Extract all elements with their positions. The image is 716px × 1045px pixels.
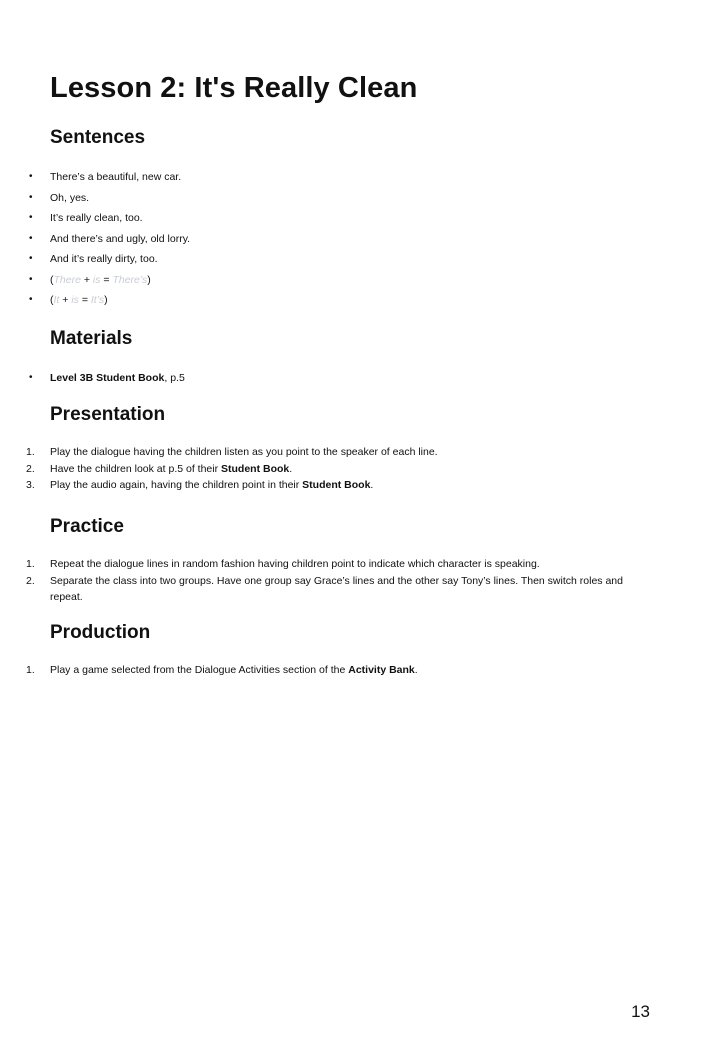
- item-number: 1.: [26, 446, 35, 458]
- list-item: • It’s really clean, too.: [0, 208, 630, 229]
- list-item: [0, 444, 630, 461]
- equals-sign: =: [100, 273, 113, 286]
- plus-sign: +: [80, 273, 93, 286]
- item-text: .: [289, 462, 293, 475]
- item-text: Separate the class into two groups. Have one group say Grace’s lines and the other say Tony’s lines. Then switch roles and repeat.: [50, 574, 623, 603]
- paren-open: (: [50, 273, 54, 286]
- formula-word: It’s: [90, 294, 105, 306]
- list-item: [0, 461, 630, 478]
- list-item: [0, 662, 630, 679]
- paren-open: (: [50, 294, 54, 306]
- book-reference: Student Book: [302, 479, 371, 491]
- formula-word: There’s: [112, 273, 148, 286]
- book-reference: Student Book: [221, 462, 290, 475]
- item-number: 2.: [26, 574, 35, 587]
- formula-word: There: [53, 273, 81, 286]
- list-item: [0, 477, 630, 494]
- contraction-formula-it: [0, 290, 630, 311]
- list-item: • Oh, yes.: [0, 188, 630, 209]
- production-heading: Production: [50, 622, 151, 643]
- item-text: Repeat the dialogue lines in random fashion having children point to indicate which character is speaking.: [50, 558, 540, 570]
- item-text: .: [414, 664, 418, 676]
- item-text: Play the dialogue having the children listen as you point to the speaker of each line.: [50, 446, 438, 458]
- list-item: • And it’s really dirty, too.: [0, 249, 630, 270]
- list-item: • There’s a beautiful, new car.: [0, 167, 630, 188]
- item-number: 1.: [26, 558, 35, 570]
- equals-sign: =: [78, 294, 91, 306]
- list-item: [0, 573, 630, 606]
- list-item: [0, 556, 630, 573]
- presentation-heading: Presentation: [50, 404, 166, 425]
- presentation-list: [0, 444, 630, 494]
- page-number: 13: [631, 1002, 650, 1021]
- formula-word: It: [53, 294, 60, 306]
- item-text: Have the children look at p.5 of their: [50, 462, 222, 475]
- practice-heading: Practice: [50, 516, 124, 537]
- production-list: [0, 662, 630, 679]
- practice-list: [0, 556, 630, 606]
- sentences-list: [0, 167, 630, 311]
- item-number: 1.: [26, 664, 35, 676]
- formula-word: is: [92, 273, 101, 286]
- book-reference: Level 3B Student Book: [50, 372, 165, 384]
- materials-heading: Materials: [50, 328, 133, 349]
- item-number: 2.: [26, 462, 35, 475]
- item-number: 3.: [26, 479, 35, 491]
- contraction-formula-there: [0, 270, 630, 291]
- formula-word: is: [71, 294, 79, 306]
- plus-sign: +: [59, 294, 72, 306]
- item-text: Play the audio again, having the children point in their: [50, 479, 303, 491]
- paren-close: ): [104, 294, 108, 306]
- lesson-title: Lesson 2: It's Really Clean: [50, 72, 418, 104]
- item-text: .: [370, 479, 374, 491]
- list-item: [0, 368, 630, 389]
- paren-close: ): [147, 273, 151, 286]
- list-item: • And there’s and ugly, old lorry.: [0, 229, 630, 250]
- sentences-heading: Sentences: [50, 127, 146, 148]
- page-reference: , p.5: [164, 372, 185, 384]
- materials-list: [0, 368, 630, 389]
- item-text: Play a game selected from the Dialogue Activities section of the: [50, 664, 349, 676]
- activity-bank-reference: Activity Bank: [348, 664, 415, 676]
